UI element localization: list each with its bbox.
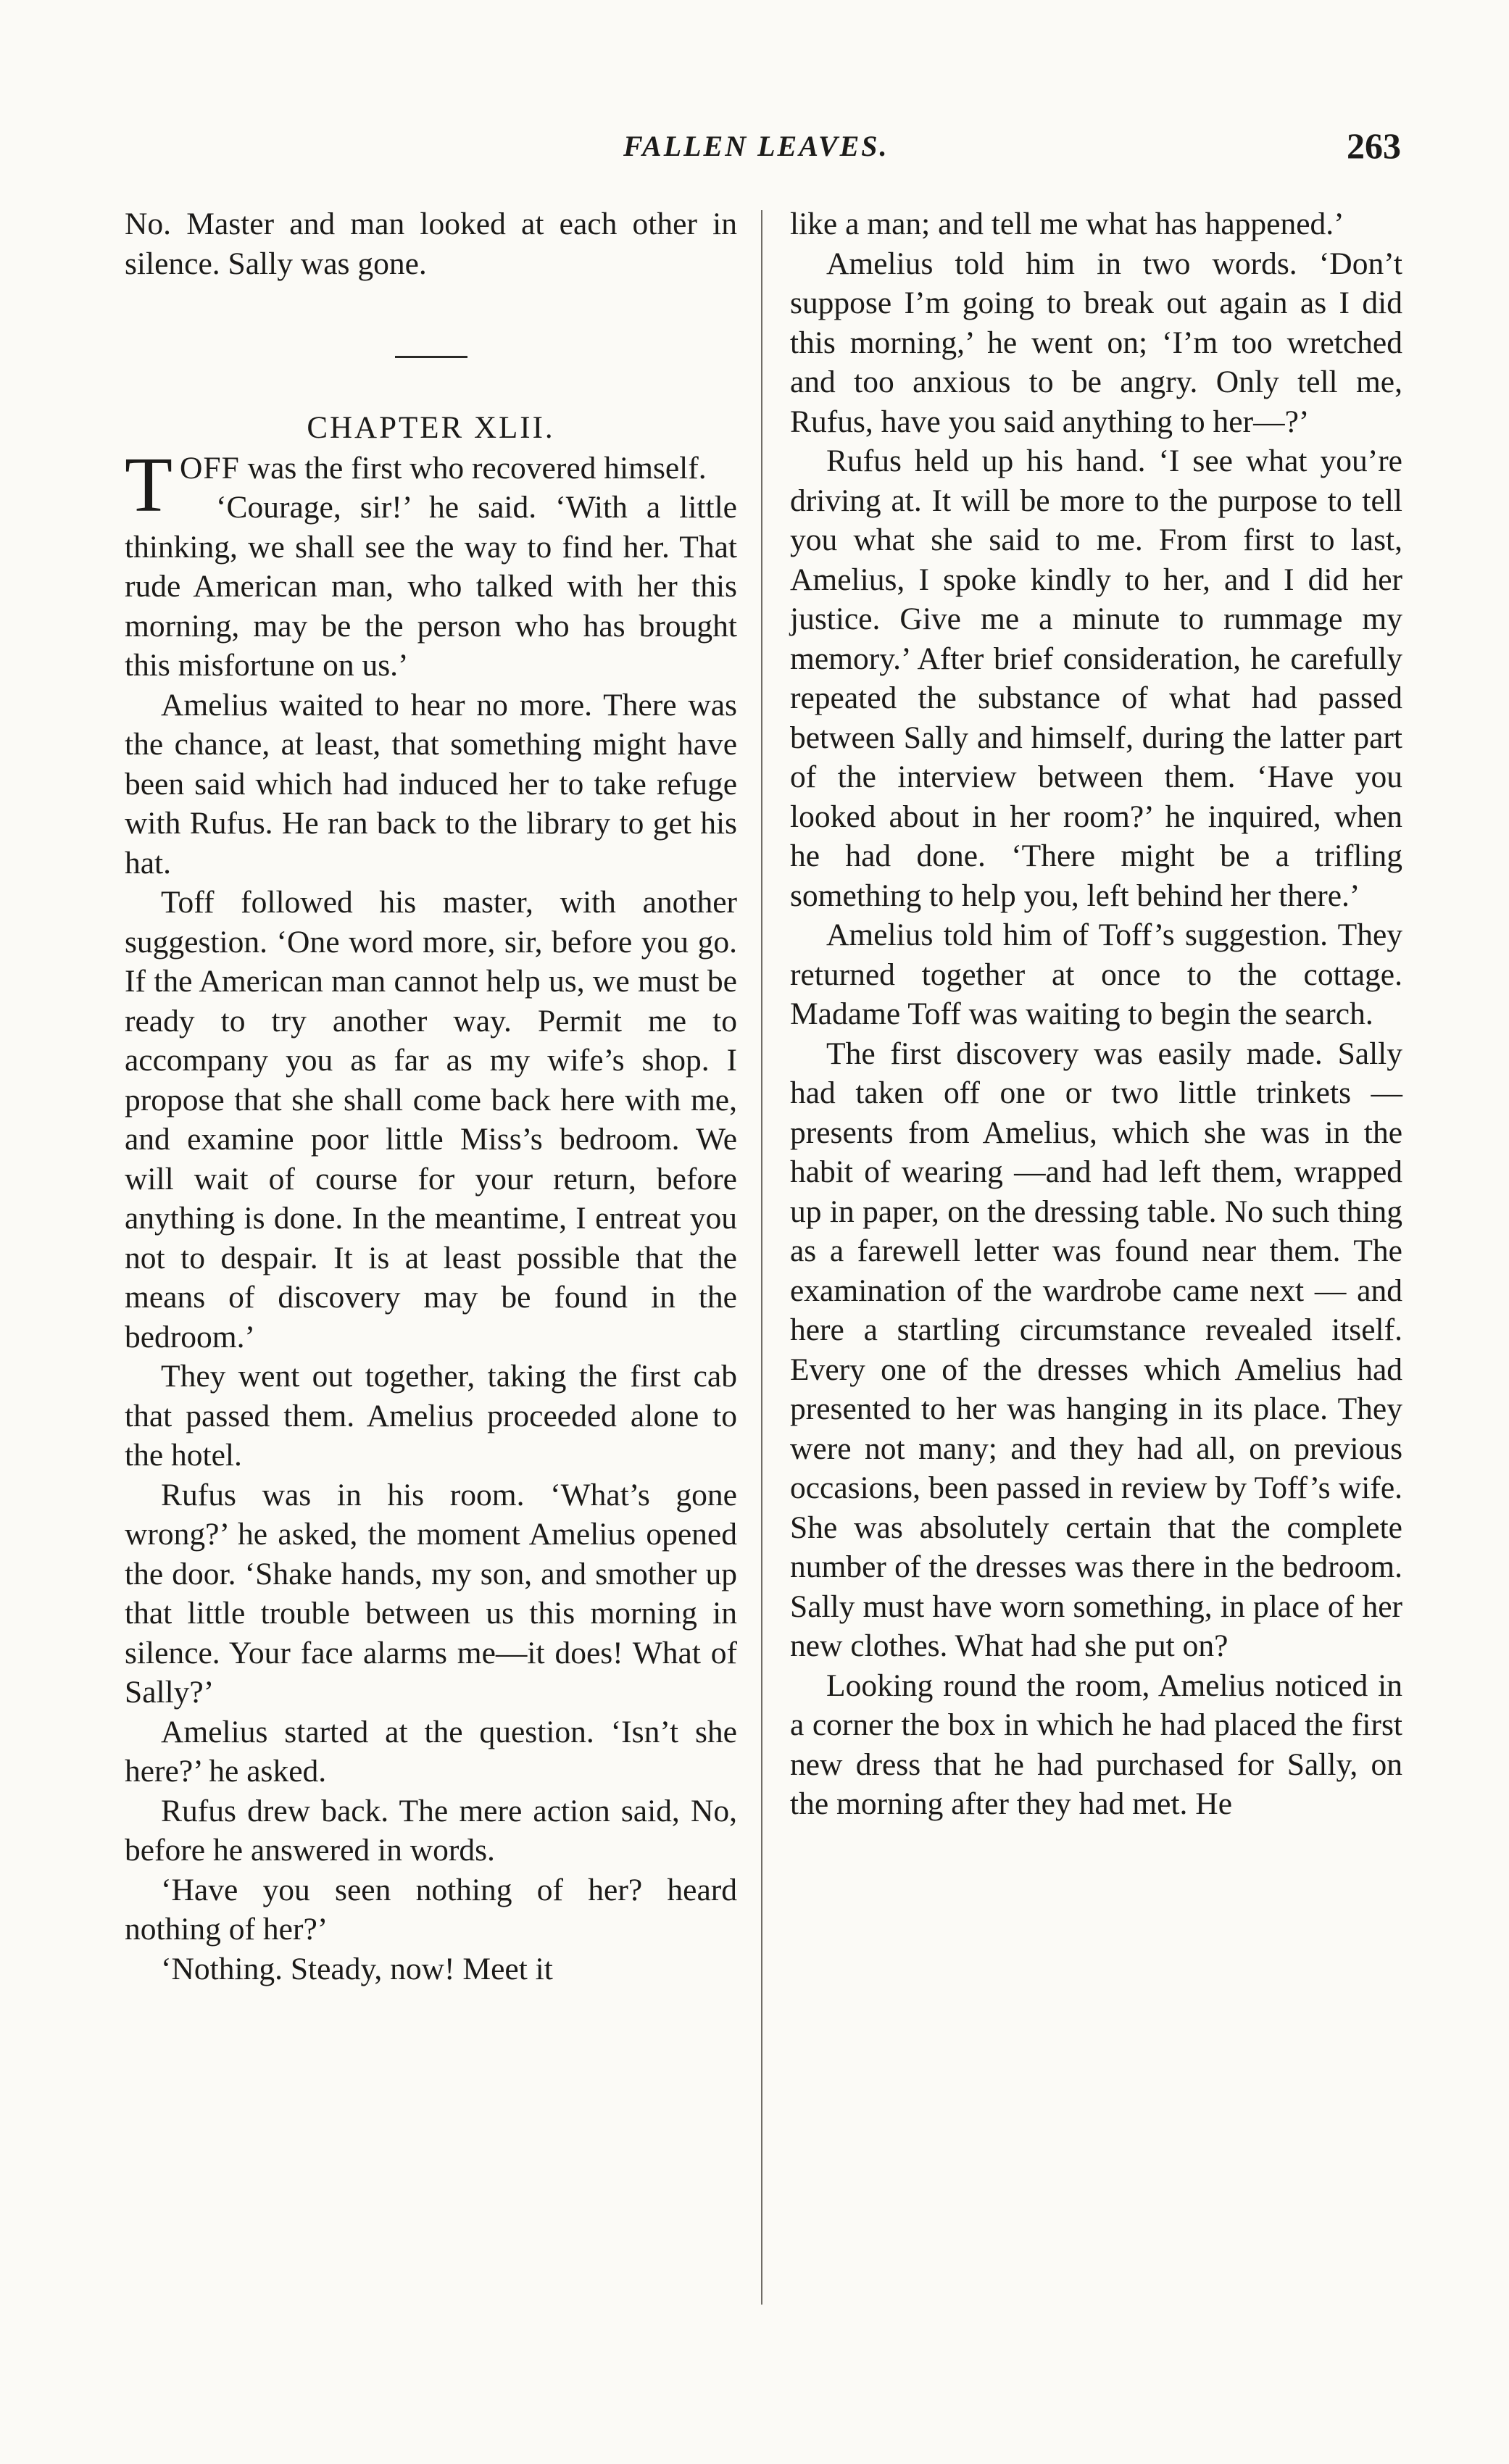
paragraph: like a man; and tell me what has happened.’ — [790, 207, 1344, 241]
paragraph: Rufus was in his room. ‘What’s gone wrong?’ he asked, the moment Amelius opened the door. ‘Shake hands, my son, and smother up that little trouble between us this morning in silence. Your face alarms me—it does! What of Sally?’ — [125, 1477, 737, 1710]
paragraph: The first discovery was easily made. Sally had taken off one or two little trinkets — presents from Amelius, which she was in the habit of wearing —and had left them, wrapped up in paper, on the dressing table. No such thing as a farewell letter was found near them. The examination of the wardrobe came next — and here a startling circumstance revealed itself. Every one of the dresses which Amelius had presented to her was hanging in its place. They were not many; and they had all, on previous occasions, been passed in review by Toff’s wife. She was absolutely certain that the complete number of the dresses was there in the bedroom. Sally must have worn something, in place of her new clothes. What had she put on? — [790, 1036, 1402, 1663]
paragraph: ‘Nothing. Steady, now! Meet it — [161, 1951, 553, 1986]
opening-text: was the first who recovered himself. — [239, 450, 707, 486]
paragraph: Amelius told him of Toff’s suggestion. They returned together at once to the cottage. Madame Toff was waiting to begin the search. — [790, 917, 1402, 1031]
chapter-title: CHAPTER XLII. — [307, 411, 555, 445]
right-column — [790, 204, 1402, 1824]
paragraph: Toff followed his master, with another suggestion. ‘One word more, sir, before you go. If the American man cannot help us, we must be ready to try another way. Permit me to accompany you as far as my wife’s shop. I propose that she shall come back here with me, and examine poor little Miss’s bedroom. We will wait of course for your return, before anything is done. In the meantime, I entreat you not to despair. It is at least possible that the means of discovery may be found in the bedroom.’ — [125, 885, 737, 1354]
page-number: 263 — [1347, 125, 1401, 166]
paragraph: ‘Courage, sir!’ he said. ‘With a little thinking, we shall see the way to find her. That rude American man, who talked with her this morning, may be the person who has brought this misfortune on us.’ — [125, 490, 737, 683]
paragraph: Amelius started at the question. ‘Isn’t she here?’ he asked. — [125, 1714, 737, 1789]
opening-word: OFF — [179, 450, 240, 486]
paragraph: Amelius waited to hear no more. There was the chance, at least, that something might have been said which had induced her to take refuge with Rufus. He ran back to the library to get his hat. — [125, 687, 737, 881]
chapter-opening-paragraph — [125, 441, 737, 528]
left-column — [125, 204, 737, 1989]
paragraph: ‘Have you seen nothing of her? heard nothing of her?’ — [125, 1872, 737, 1947]
paragraph: Looking round the room, Amelius noticed in a corner the box in which he had placed the first new dress that he had purchased for Sally, on the morning after they had met. He — [790, 1668, 1402, 1821]
section-rule — [395, 356, 467, 358]
drop-cap: T — [125, 441, 172, 528]
paragraph: Amelius told him in two words. ‘Don’t suppose I’m going to break out again as I did this morning,’ he went on; ‘I’m too wretched and too anxious to be angry. Only tell me, Rufus, have you said anything to her—?’ — [790, 246, 1402, 439]
running-head: FALLEN LEAVES. — [623, 130, 889, 162]
paragraph: No. Master and man looked at each other in silence. Sally was gone. — [125, 207, 737, 281]
paragraph: They went out together, taking the first cab that passed them. Amelius proceeded alone to the hotel. — [125, 1359, 737, 1473]
column-divider — [761, 210, 762, 2305]
paragraph: Rufus drew back. The mere action said, No, before he answered in words. — [125, 1793, 737, 1868]
paragraph: Rufus held up his hand. ‘I see what you’re driving at. It will be more to the purpose to tell you what she said to me. From first to last, Amelius, I spoke kindly to her, and I did her justice. Give me a minute to rummage my memory.’ After brief consideration, he carefully repeated the substance of what had passed between Sally and himself, during the latter part of the interview between them. ‘Have you looked about in her room?’ he inquired, when he had done. ‘There might be a trifling something to help you, left behind her there.’ — [790, 444, 1402, 913]
